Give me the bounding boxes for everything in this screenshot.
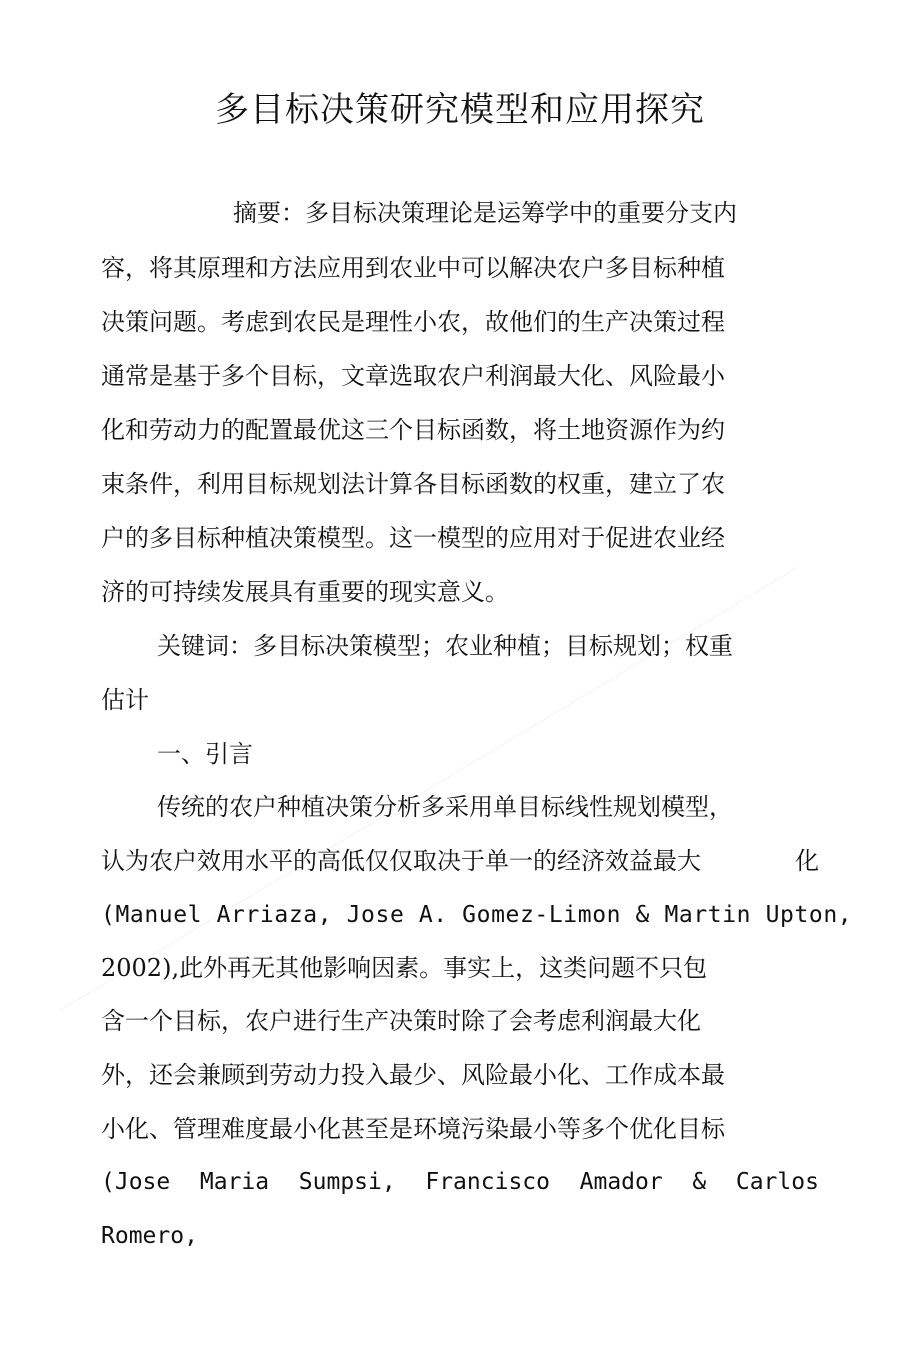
- citation-word: (Jose: [101, 1169, 171, 1195]
- citation-word: Maria: [199, 1169, 270, 1195]
- intro-line-5: 含一个目标，农户进行生产决策时除了会考虑利润最大化: [101, 1007, 701, 1035]
- intro-citation-2: [101, 1167, 819, 1197]
- abstract-line-1: 摘要：多目标决策理论是运筹学中的重要分支内: [233, 199, 737, 227]
- intro-line-2: 认为农户效用水平的高低仅仅取决于单一的经济效益最大: [101, 847, 701, 875]
- citation-word: Carlos: [735, 1169, 819, 1195]
- abstract-line-7: 户的多目标种植决策模型。这一模型的应用对于促进农业经: [101, 524, 725, 552]
- citation-word: Amador: [579, 1169, 663, 1195]
- intro-line-2-tail: 化: [795, 847, 819, 875]
- abstract-line-6: 束条件，利用目标规划法计算各目标函数的权重，建立了农: [101, 470, 725, 498]
- keywords-line-1: 关键词：多目标决策模型；农业种植；目标规划；权重: [157, 632, 733, 660]
- intro-line-4: 2002),此外再无其他影响因素。事实上，这类问题不只包: [101, 954, 708, 982]
- citation-word: Francisco: [425, 1169, 550, 1195]
- keywords-line-2: 估计: [101, 686, 149, 714]
- intro-line-6: 外，还会兼顾到劳动力投入最少、风险最小化、工作成本最: [101, 1061, 725, 1089]
- section-heading-intro: 一、引言: [157, 740, 253, 768]
- intro-citation-3: Romero,: [101, 1223, 198, 1249]
- abstract-line-3: 决策问题。考虑到农民是理性小农，故他们的生产决策过程: [101, 308, 725, 336]
- intro-citation-1: (Manuel Arriaza, Jose A. Gomez-Limon & Martin Upton,: [101, 902, 853, 928]
- abstract-line-8: 济的可持续发展具有重要的现实意义。: [101, 578, 509, 606]
- document-title: 多目标决策研究模型和应用探究: [215, 90, 705, 130]
- intro-line-1: 传统的农户种植决策分析多采用单目标线性规划模型，: [157, 793, 733, 821]
- citation-word: Sumpsi,: [298, 1169, 396, 1195]
- abstract-line-5: 化和劳动力的配置最优这三个目标函数，将土地资源作为约: [101, 416, 725, 444]
- intro-line-7: 小化、管理难度最小化甚至是环境污染最小等多个优化目标: [101, 1115, 725, 1143]
- citation-word: &: [692, 1169, 707, 1195]
- abstract-line-2: 容，将其原理和方法应用到农业中可以解决农户多目标种植: [101, 254, 725, 282]
- abstract-line-4: 通常是基于多个目标，文章选取农户利润最大化、风险最小: [101, 362, 725, 390]
